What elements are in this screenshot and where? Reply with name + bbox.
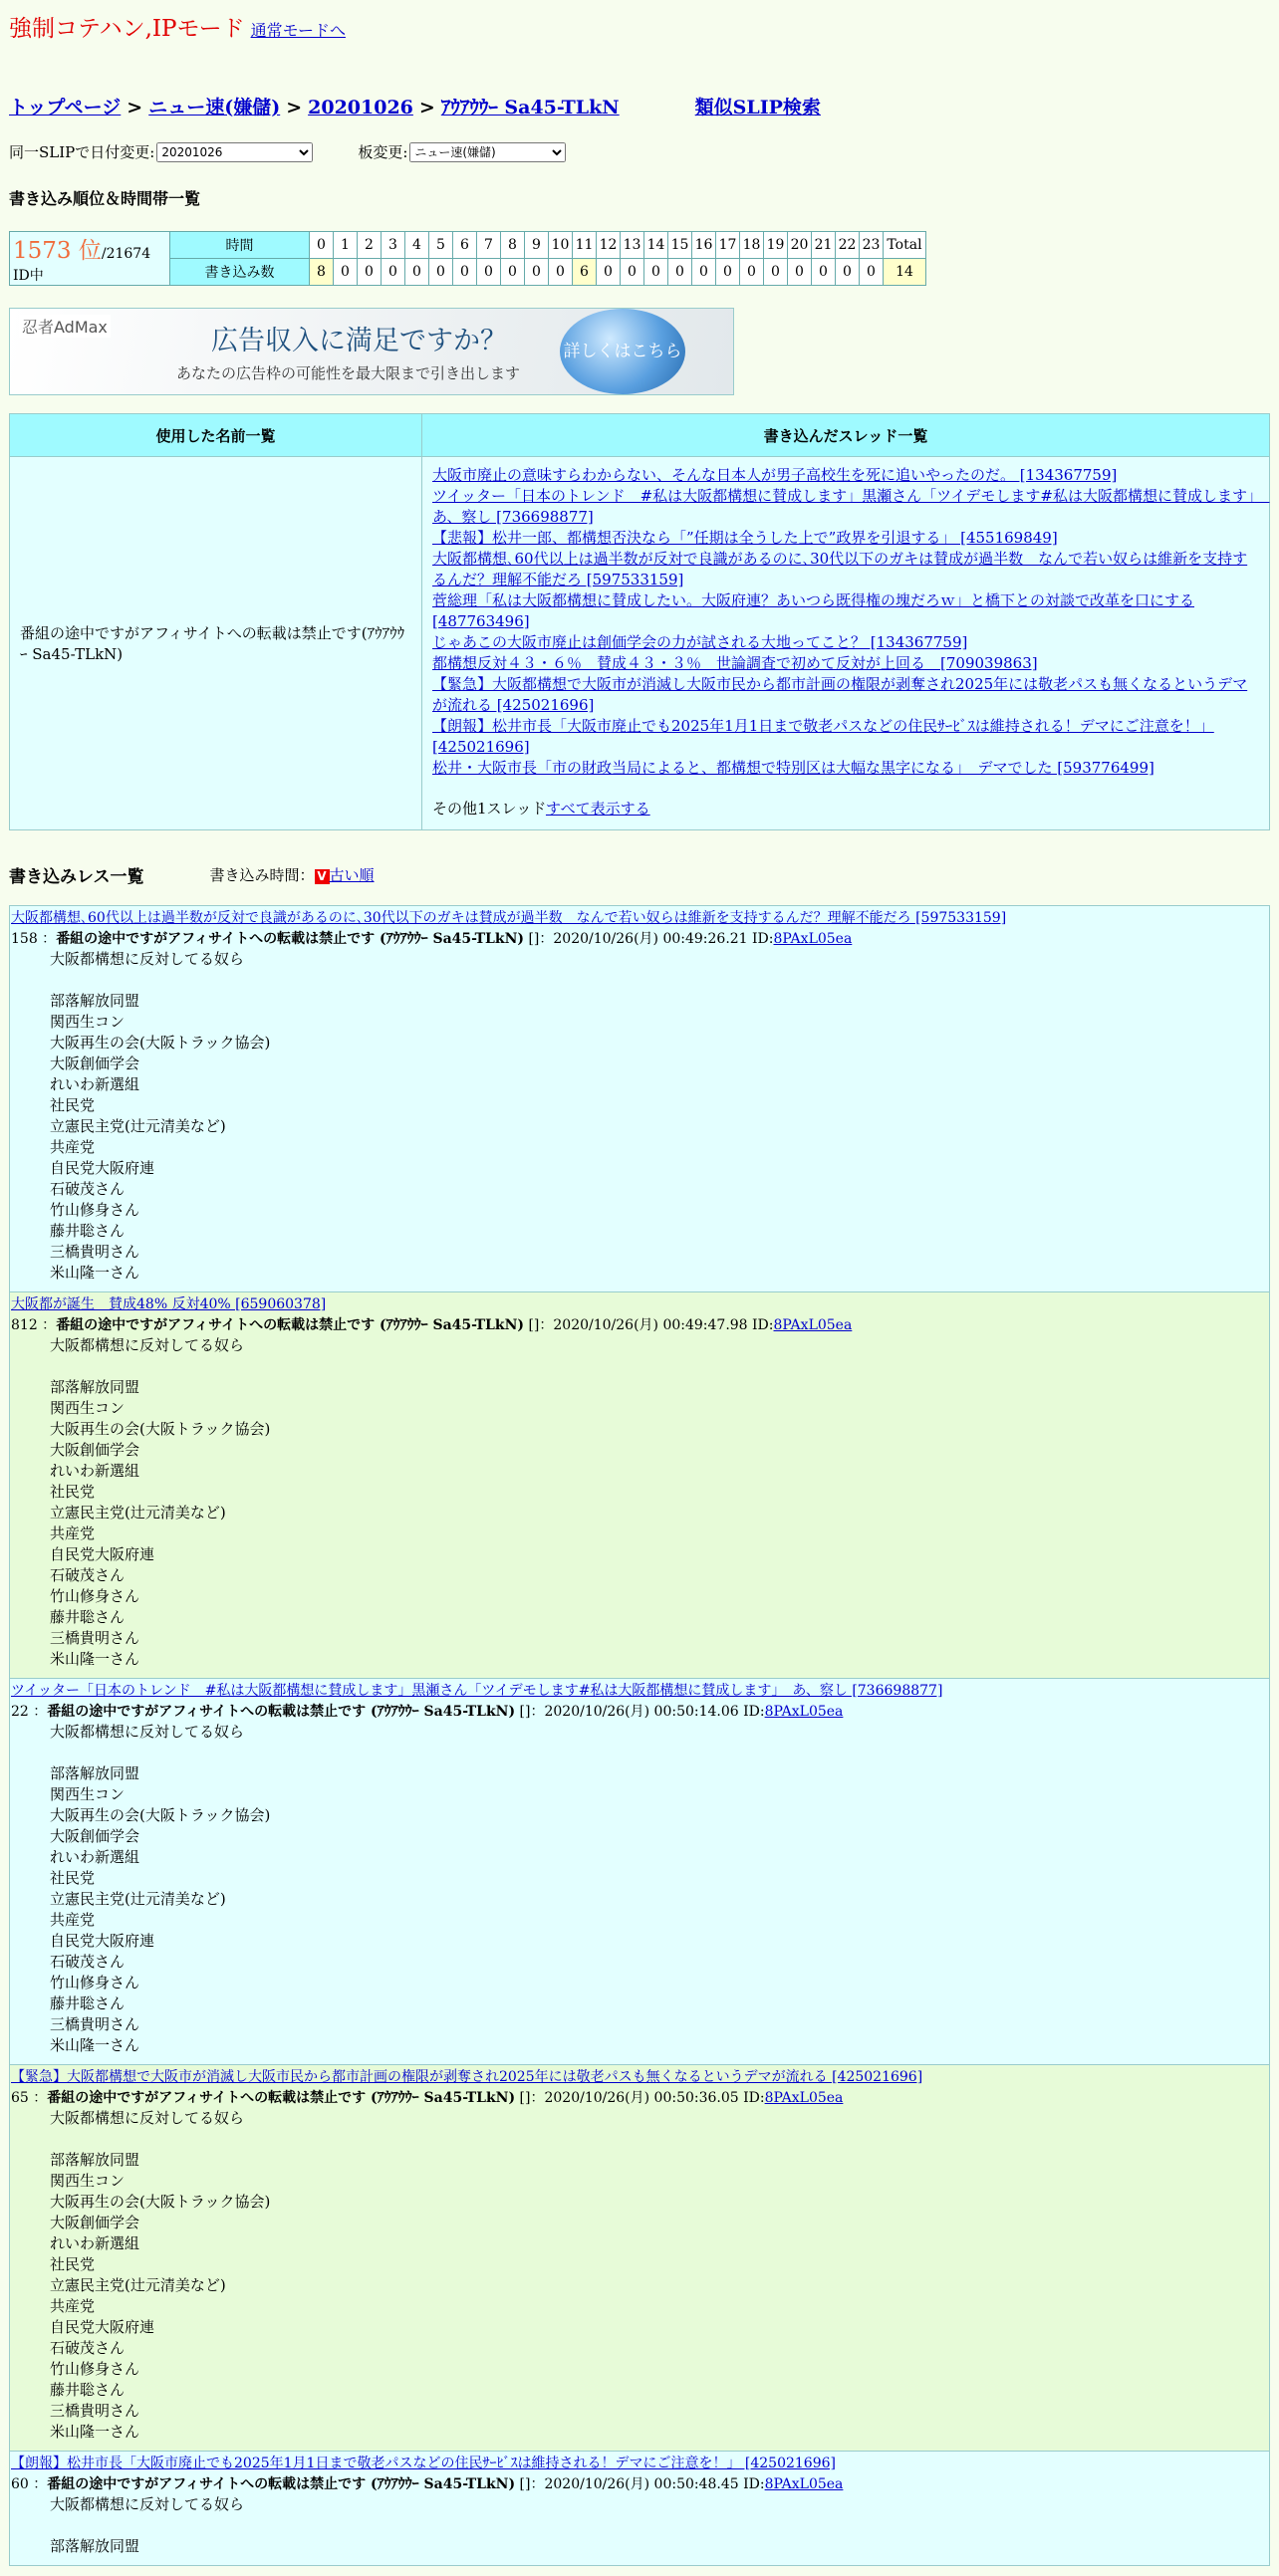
post-id-link[interactable]: 8PAxL05ea [764, 1704, 844, 1720]
post-number: 65 [11, 2090, 29, 2106]
thread-link[interactable]: 松井・大阪市長「市の財政当局によると、都構想で特別区は大幅な黒字になる」 デマでした [593776499] [432, 759, 1154, 777]
thread-link[interactable]: 【悲報】松井一郎、都構想否決なら「”任期は全うした上で”政界を引退する」 [455169849] [432, 529, 1058, 547]
post-body-line: 石破茂さん [50, 1953, 126, 1971]
hour-cell: 2 [358, 232, 382, 259]
count-label: 書き込み数 [170, 259, 310, 286]
post-body-line: 竹山修身さん [50, 1201, 140, 1219]
hour-cell: 1 [334, 232, 358, 259]
post-number-separator: ： [37, 931, 57, 947]
count-cell: 0 [382, 259, 405, 286]
count-cell: 0 [836, 259, 860, 286]
post-body-line [50, 1743, 1269, 1763]
count-cell: 0 [621, 259, 644, 286]
hour-cell: 20 [788, 232, 812, 259]
post-header [10, 2087, 1269, 2107]
post-body-line: 大阪創価学会 [50, 1827, 140, 1845]
hour-cell: 0 [310, 232, 334, 259]
post-body-line: 共産党 [50, 1138, 96, 1156]
post-body-line: 三橋貴明さん [50, 2402, 140, 2420]
post-body-line: 自民党大阪府連 [50, 2318, 155, 2336]
hour-cell: 19 [764, 232, 788, 259]
post-author-name: 番組の途中ですがアフィサイトへの転載は禁止です (ｱｳｱｳｳｰ Sa45-TLkN) [56, 1317, 524, 1333]
post-body-line: 米山隆一さん [50, 2423, 140, 2441]
thread-link[interactable]: 都構想反対４３・６％ 賛成４３・３％ 世論調査で初めて反対が上回る [709039863] [432, 654, 1038, 672]
posts-list [9, 905, 1270, 2566]
post-body-line: 自民党大阪府連 [50, 1159, 155, 1177]
hour-cell: 15 [668, 232, 692, 259]
post-thread-link[interactable]: 大阪都構想､60代以上は過半数が反対で良識があるのに､30代以下のガキは賛成が過半数 なんで若い奴らは維新を支持するんだ？理解不能だろ [597533159] [11, 910, 1007, 926]
thread-link[interactable]: 【緊急】大阪都構想で大阪市が消滅し大阪市民から都市計画の権限が剥奪され2025年には敬老パスも無くなるというデマが流れる [425021696] [432, 675, 1248, 714]
post-body-line: れいわ新選組 [50, 1848, 140, 1866]
post [9, 905, 1270, 1292]
post-body-line: 関西生コン [50, 1399, 126, 1417]
count-cell: 0 [644, 259, 668, 286]
used-name: 番組の途中ですがアフィサイトへの転載は禁止です(ｱｳｱｳｳｰ Sa45-TLkN) [10, 457, 422, 830]
post-body-line: 社民党 [50, 1096, 96, 1114]
post-body [10, 949, 1269, 1284]
hour-cell: 8 [501, 232, 525, 259]
post-body-line: 自民党大阪府連 [50, 1545, 155, 1563]
post-body-line: 大阪都構想に反対してる奴ら [50, 1336, 245, 1354]
count-cell: 0 [429, 259, 453, 286]
post-body-line: 関西生コン [50, 1785, 126, 1803]
post-author-name: 番組の途中ですがアフィサイトへの転載は禁止です (ｱｳｱｳｳｰ Sa45-TLkN) [56, 931, 524, 947]
post-thread [10, 1293, 1269, 1313]
post-header [10, 1701, 1269, 1721]
post-body-line: 部落解放同盟 [50, 2151, 140, 2169]
post-body-line: 大阪再生の会(大阪トラック協会) [50, 2193, 271, 2211]
post-body-line: 三橋貴明さん [50, 1243, 140, 1261]
post-body-line: 竹山修身さん [50, 1974, 140, 1991]
post-body-line: 共産党 [50, 1911, 96, 1929]
post-thread-link[interactable]: 【緊急】大阪都構想で大阪市が消滅し大阪市民から都市計画の権限が剥奪され2025年には敬老パスも無くなるというデマが流れる [425021696] [11, 2069, 923, 2085]
hour-cell: 6 [453, 232, 477, 259]
threads-column-header: 書き込んだスレッド一覧 [422, 414, 1270, 457]
post-body-line: 大阪創価学会 [50, 1441, 140, 1459]
post-body-line [50, 2129, 1269, 2150]
breadcrumb-date[interactable]: 20201026 [308, 97, 413, 118]
post-body-line: 石破茂さん [50, 2339, 126, 2357]
posts-header [9, 862, 1270, 887]
post-body-line: 藤井聡さん [50, 1994, 126, 2012]
post-body-line: 部落解放同盟 [50, 992, 140, 1010]
post-body [10, 2108, 1269, 2443]
count-cell: 0 [549, 259, 573, 286]
post-number: 812 [11, 1317, 38, 1333]
post [9, 2452, 1270, 2566]
post-header [10, 928, 1269, 948]
count-cell: 0 [860, 259, 884, 286]
hour-cell: 11 [573, 232, 597, 259]
post-number: 158 [11, 931, 38, 947]
rank-cell [10, 232, 170, 286]
post-header [10, 1314, 1269, 1334]
post-thread-link[interactable]: 【朗報】松井市長「大阪市廃止でも2025年1月1日まで敬老パスなどの住民ｻｰﾋﾞｽは維持される！デマにご注意を！」 [425021696] [11, 2456, 836, 2471]
post-meta: []：2020/10/26(月) 00:49:26.21 ID: [524, 931, 774, 947]
post-body-line: 大阪再生の会(大阪トラック協会) [50, 1806, 271, 1824]
post-body-line: れいわ新選組 [50, 2234, 140, 2252]
names-column-header: 使用した名前一覧 [10, 414, 422, 457]
post-body-line: 立憲民主党(辻元清美など) [50, 1117, 226, 1135]
post-body-line: 石破茂さん [50, 1566, 126, 1584]
board-select[interactable] [409, 142, 566, 162]
post-body-line: 自民党大阪府連 [50, 1932, 155, 1950]
post-id-link[interactable]: 8PAxL05ea [764, 2476, 844, 2492]
count-cell: 0 [764, 259, 788, 286]
post [9, 1679, 1270, 2065]
post-header [10, 2473, 1269, 2493]
date-change-label: 同一SLIPで日付変更: [9, 143, 155, 161]
similar-slip-search-link[interactable]: 類似SLIP検索 [694, 97, 821, 118]
post-body-line: 共産党 [50, 2297, 96, 2315]
post-body-line: れいわ新選組 [50, 1462, 140, 1480]
post [9, 1292, 1270, 1679]
more-threads-text: その他1スレッド [432, 800, 546, 818]
post-body [10, 2494, 1269, 2557]
ad-banner[interactable] [9, 308, 734, 395]
post-body-line: 部落解放同盟 [50, 1764, 140, 1782]
post-id-link[interactable]: 8PAxL05ea [773, 931, 853, 947]
hour-cell: 10 [549, 232, 573, 259]
mode-title: 強制コテハン,IPモード [9, 16, 245, 42]
thread-list [422, 457, 1270, 830]
post-body-line: 大阪創価学会 [50, 2214, 140, 2231]
names-threads-table [9, 413, 1270, 830]
hour-cell: 16 [692, 232, 716, 259]
post-number: 22 [11, 1704, 29, 1720]
post-number-separator: ： [37, 1317, 57, 1333]
post-thread [10, 907, 1269, 927]
posts-title: 書き込みレス一覧 [9, 867, 144, 887]
mode-bar [9, 10, 1270, 43]
count-cell: 0 [477, 259, 501, 286]
total-label: Total [884, 232, 926, 259]
breadcrumb [9, 93, 1270, 119]
post-thread [10, 2066, 1269, 2086]
count-cell: 0 [812, 259, 836, 286]
post-author-name: 番組の途中ですがアフィサイトへの転載は禁止です (ｱｳｱｳｳｰ Sa45-TLkN) [47, 2476, 516, 2492]
post-body-line [50, 2515, 1269, 2536]
sort-label: 書き込み時間： [209, 866, 315, 884]
post-id-link[interactable]: 8PAxL05ea [773, 1317, 853, 1333]
post-body-line: 大阪都構想に反対してる奴ら [50, 950, 245, 968]
post-author-name: 番組の途中ですがアフィサイトへの転載は禁止です (ｱｳｱｳｳｰ Sa45-TLkN) [47, 2090, 516, 2106]
post-meta: []：2020/10/26(月) 00:49:47.98 ID: [524, 1317, 774, 1333]
post-body-line: 大阪再生の会(大阪トラック協会) [50, 1034, 271, 1052]
count-cell: 6 [573, 259, 597, 286]
post-body [10, 1722, 1269, 2056]
count-cell: 0 [668, 259, 692, 286]
thread-link[interactable]: 【朗報】松井市長「大阪市廃止でも2025年1月1日まで敬老パスなどの住民ｻｰﾋﾞｽは維持される！デマにご注意を！」 [425021696] [432, 717, 1214, 756]
post-id-link[interactable]: 8PAxL05ea [764, 2090, 844, 2106]
post-body-line: れいわ新選組 [50, 1075, 140, 1093]
post-meta: []：2020/10/26(月) 00:50:36.05 ID: [515, 2090, 765, 2106]
post-body-line: 大阪都構想に反対してる奴ら [50, 2109, 245, 2127]
breadcrumb-top[interactable]: トップページ [9, 97, 122, 118]
breadcrumb-slip[interactable]: ｱｳｱｳｳｰ Sa45-TLkN [440, 97, 620, 118]
hour-cell: 12 [597, 232, 621, 259]
count-cell: 0 [405, 259, 429, 286]
sort-v-icon: V [315, 869, 330, 884]
post-thread [10, 2453, 1269, 2472]
board-change-label: 板変更: [358, 143, 408, 161]
post-thread [10, 1680, 1269, 1700]
count-cell: 0 [334, 259, 358, 286]
post-body-line: 石破茂さん [50, 1180, 126, 1198]
breadcrumb-separator: > [286, 97, 303, 118]
more-threads [432, 799, 1259, 820]
post-body-line: 関西生コン [50, 1013, 126, 1031]
hour-cell: 13 [621, 232, 644, 259]
post-body-line: 竹山修身さん [50, 2360, 140, 2378]
ad-headline: 広告収入に満足ですか？ [211, 326, 507, 356]
count-cell: 0 [716, 259, 740, 286]
post-body-line: 社民党 [50, 2255, 96, 2273]
count-cell: 0 [453, 259, 477, 286]
post-body-line: 大阪創価学会 [50, 1054, 140, 1072]
count-cell: 0 [692, 259, 716, 286]
hour-cell: 14 [644, 232, 668, 259]
time-label: 時間 [170, 232, 310, 259]
thread-link[interactable]: じゃあこの大阪市廃止は創価学会の力が試される大地ってこと？ [134367759] [432, 633, 968, 651]
count-cell: 0 [525, 259, 549, 286]
post-author-name: 番組の途中ですがアフィサイトへの転載は禁止です (ｱｳｱｳｳｰ Sa45-TLkN) [47, 1704, 516, 1720]
post-body-line: 米山隆一さん [50, 2036, 140, 2054]
hour-cell: 17 [716, 232, 740, 259]
post-body-line: 大阪都構想に反対してる奴ら [50, 1723, 245, 1741]
post-body-line: 三橋貴明さん [50, 2015, 140, 2033]
ranking-heading: 書き込み順位＆時間帯一覧 [9, 189, 201, 208]
hour-cell: 5 [429, 232, 453, 259]
post-body-line: 藤井聡さん [50, 2381, 126, 2399]
post-body-line: 藤井聡さん [50, 1608, 126, 1626]
post-body-line: 社民党 [50, 1483, 96, 1501]
post-number-separator: ： [28, 1704, 48, 1720]
post-body-line: 社民党 [50, 1869, 96, 1887]
post-body-line: 立憲民主党(辻元清美など) [50, 1504, 226, 1522]
hour-cell: 18 [740, 232, 764, 259]
post-body-line: 三橋貴明さん [50, 1629, 140, 1647]
post-body-line: 竹山修身さん [50, 1587, 140, 1605]
sort-oldest-link[interactable]: 古い順 [329, 866, 375, 884]
count-cell: 0 [501, 259, 525, 286]
post-body-line: 立憲民主党(辻元清美など) [50, 2276, 226, 2294]
post-body-line [50, 970, 1269, 991]
count-cell: 0 [740, 259, 764, 286]
breadcrumb-board[interactable]: ニュー速(嫌儲) [148, 97, 281, 118]
thread-link[interactable]: 大阪市廃止の意味すらわからない、そんな日本人が男子高校生を死に追いやったのだ。 [134367759] [432, 466, 1118, 484]
post-meta: []：2020/10/26(月) 00:50:14.06 ID: [515, 1704, 765, 1720]
count-cell: 0 [788, 259, 812, 286]
breadcrumb-separator: > [418, 97, 435, 118]
post-body-line: 共産党 [50, 1524, 96, 1542]
date-select[interactable] [156, 142, 313, 162]
post-body-line: 藤井聡さん [50, 1222, 126, 1240]
post-number-separator: ： [28, 2090, 48, 2106]
count-cell: 8 [310, 259, 334, 286]
post-body-line: 大阪再生の会(大阪トラック協会) [50, 1420, 271, 1438]
ranking-table [9, 231, 926, 286]
show-all-link[interactable]: すべて表示する [545, 800, 650, 818]
count-cell: 0 [597, 259, 621, 286]
post-number: 60 [11, 2476, 29, 2492]
sort-control [210, 864, 375, 885]
rank-total-ids: /21674 ID中 [13, 246, 151, 284]
hour-cell: 23 [860, 232, 884, 259]
post-body-line: 部落解放同盟 [50, 2537, 140, 2555]
thread-link[interactable]: ツイッター「日本のトレンド #私は大阪都構想に賛成します」黒瀬さん「ツイデモします#私は大阪都構想に賛成します」 あ、察し [736698877] [432, 487, 1270, 526]
hour-cell: 22 [836, 232, 860, 259]
normal-mode-link[interactable]: 通常モードへ [250, 21, 346, 40]
post-body-line: 関西生コン [50, 2172, 126, 2190]
count-cell: 0 [358, 259, 382, 286]
breadcrumb-separator: > [127, 97, 143, 118]
ad-logo: 忍者AdMax [19, 315, 111, 338]
post-body-line: 大阪都構想に反対してる奴ら [50, 2495, 245, 2513]
post-thread-link[interactable]: ツイッター「日本のトレンド #私は大阪都構想に賛成します」黒瀬さん「ツイデモします#私は大阪都構想に賛成します」 あ、察し [736698877] [11, 1683, 943, 1699]
ad-subtext: あなたの広告枠の可能性を最大限まで引き出します [176, 364, 521, 382]
selectors [9, 141, 1270, 162]
post-meta: []：2020/10/26(月) 00:50:48.45 ID: [515, 2476, 765, 2492]
thread-link[interactable]: 菅総理「私は大阪都構想に賛成したい。大阪府連？あいつら既得権の塊だろｗ」と橋下との対談で改革を口にする [487763496] [432, 591, 1195, 630]
hour-cell: 21 [812, 232, 836, 259]
post-body-line: 立憲民主党(辻元清美など) [50, 1890, 226, 1908]
post [9, 2065, 1270, 2452]
rank-value: 1573 位 [13, 238, 102, 264]
post-body-line: 米山隆一さん [50, 1650, 140, 1668]
post-body-line: 米山隆一さん [50, 1264, 140, 1282]
post-body [10, 1335, 1269, 1670]
hour-cell: 9 [525, 232, 549, 259]
thread-link[interactable]: 大阪都構想､60代以上は過半数が反対で良識があるのに､30代以下のガキは賛成が過半数 なんで若い奴らは維新を支持するんだ？理解不能だろ [597533159] [432, 550, 1248, 588]
hour-cell: 7 [477, 232, 501, 259]
post-body-line: 部落解放同盟 [50, 1378, 140, 1396]
ad-details-button[interactable]: 詳しくはこちら [560, 309, 685, 394]
post-thread-link[interactable]: 大阪都が誕生 賛成48% 反対40% [659060378] [11, 1296, 327, 1312]
hour-cell: 4 [405, 232, 429, 259]
post-number-separator: ： [28, 2476, 48, 2492]
hour-cell: 3 [382, 232, 405, 259]
total-count: 14 [884, 259, 926, 286]
post-body-line [50, 1356, 1269, 1377]
